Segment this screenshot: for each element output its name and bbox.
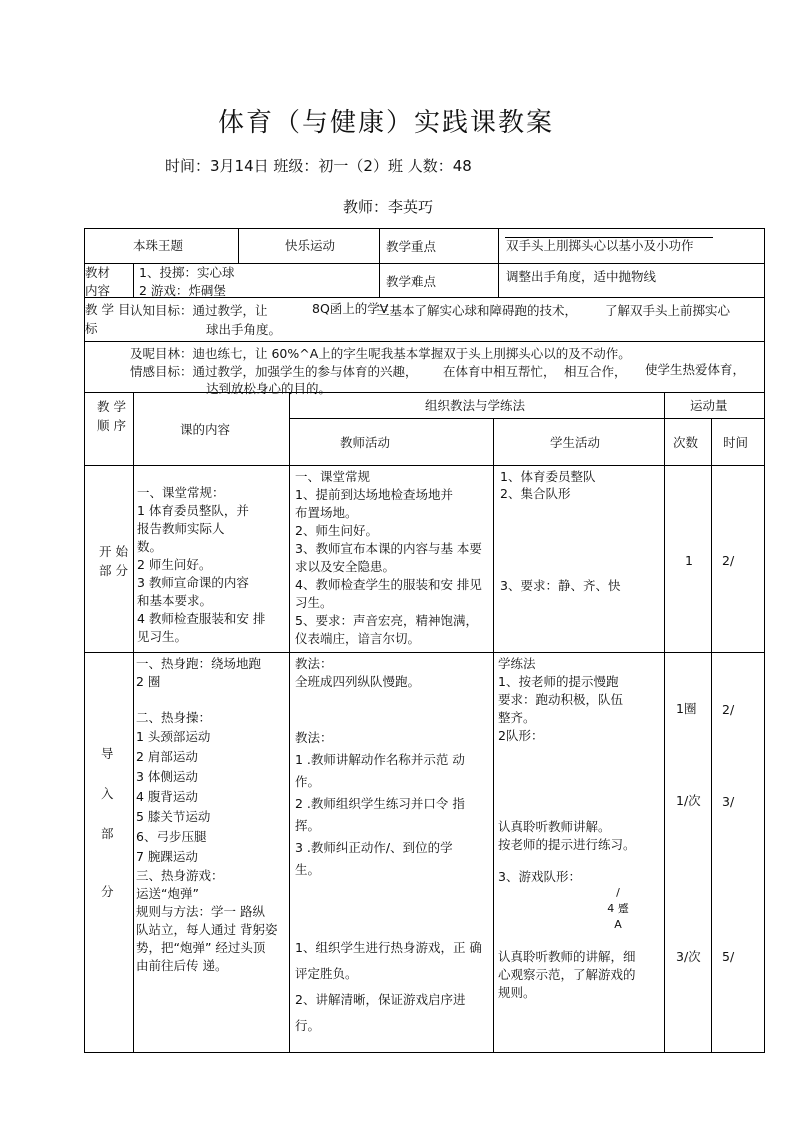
list-item: 仪表端庄，谙言尔切。 <box>295 631 421 646</box>
list-item: 4 教师检查服装和安 排 <box>137 611 266 626</box>
warmup-count-3: 3/次 <box>676 949 701 964</box>
key-point-label: 教学重点 <box>386 239 437 254</box>
list-item: 行。 <box>295 1018 321 1033</box>
list-item: 3 体侧运动 <box>136 769 198 784</box>
list-item: 一、热身跑：绕场地跑 <box>136 656 262 671</box>
time-header: 时间 <box>723 435 749 450</box>
student-activity-header: 学生活动 <box>550 435 601 450</box>
theme-label: 本珠王题 <box>133 238 184 253</box>
list-item: 2、讲解清晰，保证游戏启序进 <box>295 992 466 1007</box>
list-item: 一、课堂常规： <box>137 485 225 500</box>
page-title: 体育（与健康）实践课教案 <box>218 108 555 138</box>
warmup-student-b <box>498 818 636 886</box>
goal-cognitive-2: 8Q函上的学V <box>312 301 389 316</box>
list-item: 见习生。 <box>137 629 188 644</box>
start-student-2: 2、集合队形 <box>500 486 571 501</box>
list-item: 6、弓步压腿 <box>136 829 207 844</box>
list-item: 4、教师检查学生的服装和安 排见 <box>295 577 482 592</box>
list-item: 一、课堂常规 <box>295 469 371 484</box>
goals-label-2: 标 <box>85 321 98 336</box>
list-item: 认真聆听教师讲解。 <box>498 819 611 834</box>
list-item: 3、教师宣布本课的内容与基 本要 <box>295 541 482 556</box>
goals-label: 教 学 目 <box>85 302 131 317</box>
content-item-2: 2 游戏：炸碉堡 <box>139 283 226 298</box>
goal-emotion-5: 达到放松身心的目的。 <box>206 381 332 396</box>
warmup-time-2: 3/ <box>722 794 735 809</box>
list-item: 2 .教师组织学生练习并口令 指 <box>295 796 465 811</box>
teacher-activity-header: 教师活动 <box>340 435 391 450</box>
list-item: 5 膝关节运动 <box>136 809 211 824</box>
list-item: 1、按老师的提示慢跑 <box>498 674 619 689</box>
teacher-name: 教师：李英巧 <box>343 198 434 216</box>
goal-cognitive-3: 三基本了解实心球和障碍跑的技术， <box>377 303 578 318</box>
list-item <box>295 899 482 917</box>
list-item: 和基本要求。 <box>137 593 213 608</box>
list-item: 1、组织学生进行热身游戏，正 确 <box>295 940 482 955</box>
goal-cognitive: 认知目标：通过教学，让 <box>130 303 268 318</box>
section-intro-label-3: 部 <box>101 826 114 841</box>
start-content <box>137 484 265 646</box>
goal-emotion-4: 使学生热爱体育， <box>645 362 746 377</box>
list-item: 由前往后传 递。 <box>136 958 228 973</box>
order-header-2: 顺 序 <box>97 418 126 433</box>
method-header: 组织教法与学练法 <box>425 398 526 413</box>
theme-value: 快乐运动 <box>285 238 336 253</box>
list-item: 生。 <box>295 862 321 877</box>
warmup-student-a <box>498 655 623 745</box>
list-item: 心观察示范，了解游戏的 <box>498 967 636 982</box>
warmup-teacher-activity <box>295 655 482 1039</box>
list-item: 三、热身游戏： <box>136 868 224 883</box>
list-item: 作。 <box>295 774 321 789</box>
list-item <box>498 854 636 868</box>
list-item: 1、提前到达场地检查场地并 <box>295 487 453 502</box>
list-item: 2 肩部运动 <box>136 749 198 764</box>
list-item: 全班成四列纵队慢跑。 <box>295 674 421 689</box>
list-item: 习生。 <box>295 595 333 610</box>
formation-mark: 4 蹙 <box>607 902 629 915</box>
goal-emotion-2: 在体育中相互帮忙， <box>443 364 556 379</box>
formation-mark: / <box>616 886 620 899</box>
list-item <box>136 691 277 709</box>
list-item: 1 头颈部运动 <box>136 729 211 744</box>
goal-emotion: 情感目标：通过教学，加强学生的参与体育的兴趣， <box>130 364 418 379</box>
list-item: 数。 <box>137 539 163 554</box>
list-item: 3 教师宣命课的内容 <box>137 575 249 590</box>
class-info: 时间：3月14日 班级：初一（2）班 人数：48 <box>165 157 472 175</box>
section-intro-label: 导 <box>101 746 114 761</box>
list-item: 规则与方法：学一 路纵 <box>136 904 265 919</box>
list-item: 整齐。 <box>498 710 536 725</box>
section-intro-label-4: 分 <box>101 884 114 899</box>
key-point-value: 双手头上刖掷头心以基小及小功作 <box>506 238 694 253</box>
list-item: 4 腹背运动 <box>136 789 198 804</box>
content-header: 课的内容 <box>180 422 231 437</box>
start-student-1: 1、体育委员整队 <box>500 469 596 484</box>
order-header: 教 学 <box>97 399 126 414</box>
list-item: 教法： <box>295 656 333 671</box>
goal-cognitive-4: 了解双手头上前掷实心 <box>605 303 731 318</box>
goal-cognitive-5: 球出手角度。 <box>206 322 282 337</box>
list-item: 7 腕踝运动 <box>136 849 198 864</box>
warmup-count-1: 1圈 <box>676 701 697 716</box>
material-label: 教材 <box>85 265 111 280</box>
list-item: 规则。 <box>498 985 536 1000</box>
list-item <box>295 709 482 727</box>
list-item: 3 .教师纠正动作/、到位的学 <box>295 840 453 855</box>
start-count: 1 <box>685 553 693 568</box>
warmup-content <box>136 655 277 975</box>
start-time: 2/ <box>722 553 735 568</box>
list-item: 认真聆听教师的讲解，细 <box>498 949 636 964</box>
list-item <box>295 881 482 899</box>
list-item: 要求：跑动积极，队伍 <box>498 692 624 707</box>
warmup-time-1: 2/ <box>722 702 735 717</box>
formation-mark: A <box>614 918 622 931</box>
list-item: 教法： <box>295 730 333 745</box>
start-teacher-activity <box>295 468 482 648</box>
load-header: 运动量 <box>690 398 728 413</box>
list-item: 挥。 <box>295 818 321 833</box>
game-formation <box>604 885 632 933</box>
difficulty-label: 教学难点 <box>386 274 437 289</box>
material-label-2: 内容 <box>85 283 111 298</box>
start-student-3: 3、要求：静、齐、快 <box>500 578 621 593</box>
list-item: 势，把“炮弹” 经过头顶 <box>136 940 266 955</box>
list-item: 评定胜负。 <box>295 966 358 981</box>
difficulty-value: 调整出手角度，适中抛物线 <box>506 269 657 284</box>
list-item: 布置场地。 <box>295 505 358 520</box>
list-item: 3、游戏队形： <box>498 869 581 884</box>
list-item: 二、热身操： <box>136 710 212 725</box>
list-item: 2队形： <box>498 728 544 743</box>
content-item-1: 1、投掷：实心球 <box>139 265 235 280</box>
section-start-label: 开 始 <box>99 544 128 559</box>
section-start-label-2: 部 分 <box>99 563 128 578</box>
list-item: 按老师的提示进行练习。 <box>498 837 636 852</box>
warmup-student-c <box>498 948 636 1002</box>
list-item: 运送“炮弹” <box>136 886 199 901</box>
list-item: 队站立，每人通过 背躬姿 <box>136 922 278 937</box>
list-item: 1 体育委员整队，并 <box>137 503 249 518</box>
warmup-time-3: 5/ <box>722 949 735 964</box>
list-item: 2、师生问好。 <box>295 523 378 538</box>
list-item: 2 师生问好。 <box>137 557 212 572</box>
list-item <box>295 917 482 935</box>
section-intro-label-2: 入 <box>101 786 114 801</box>
goal-skill: 及呢目林：迪也练七，让 60%^A上的字生呢我基本掌握双于头上刖掷头心以的及不动作。 <box>130 346 631 361</box>
goal-emotion-3: 相互合作， <box>564 364 627 379</box>
list-item: 1 .教师讲解动作名称并示范 动 <box>295 752 465 767</box>
list-item: 5、要求：声音宏亮，精神饱满， <box>295 613 478 628</box>
list-item: 2 圈 <box>136 674 161 689</box>
list-item: 学练法 <box>498 656 536 671</box>
count-header: 次数 <box>673 435 699 450</box>
warmup-count-2: 1/次 <box>676 793 701 808</box>
list-item: 报告教师实际人 <box>137 521 225 536</box>
list-item: 求以及安全隐患。 <box>295 559 396 574</box>
list-item <box>295 691 482 709</box>
